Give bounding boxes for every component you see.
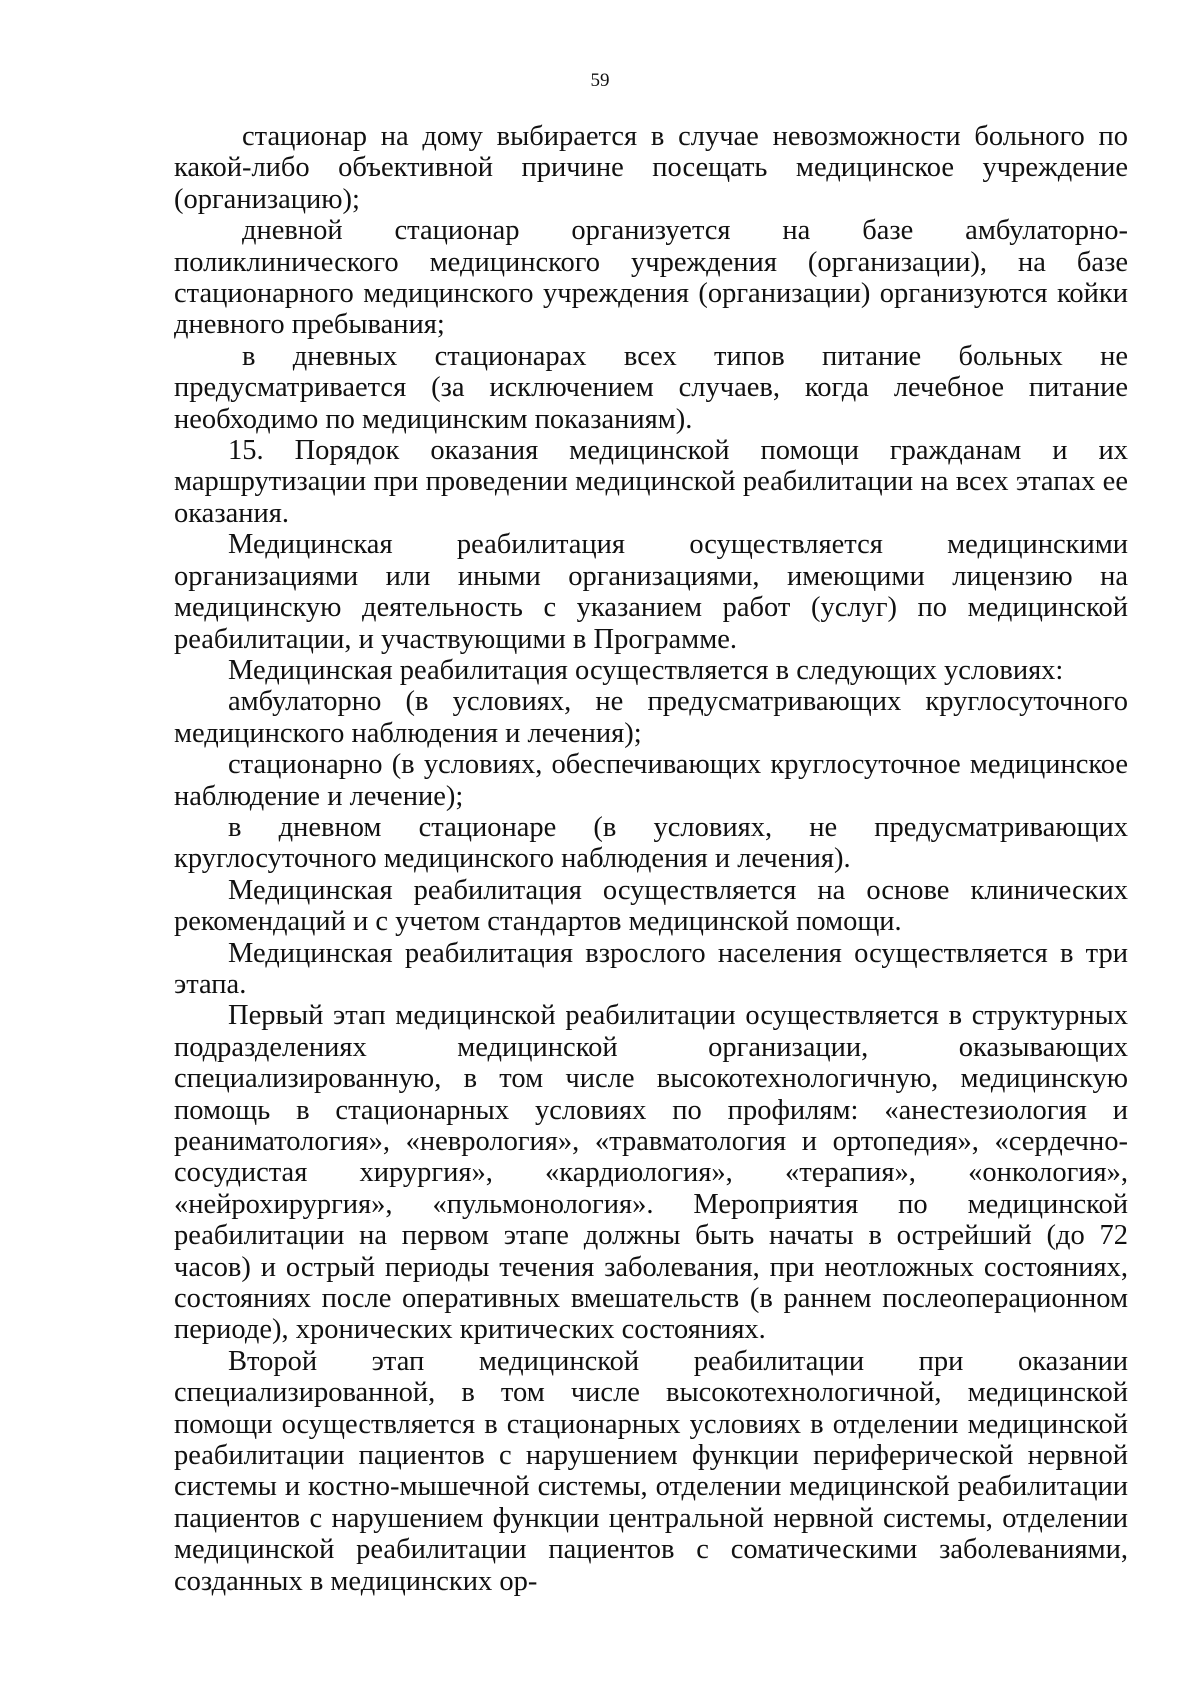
- page-number: 59: [590, 70, 610, 91]
- paragraph-rehab-conditions: Медицинская реабилитация осуществляется в следующих условиях:: [228, 654, 1064, 686]
- paragraph-clinical-recommendations: Медицинская реабилитация осуществляется на основе клинических рекомендаций и с учетом стандартов медицинской помощи.: [174, 874, 1128, 938]
- paragraph-day-hospital: в дневном стационаре (в условиях, не предусматривающих круглосуточного медицинского наблюдения и лечения).: [174, 811, 1128, 875]
- paragraph-section-15-heading: 15. Порядок оказания медицинской помощи гражданам и их маршрутизации при проведении медицинской реабилитации на всех этапах ее оказания.: [174, 435, 1128, 529]
- paragraph-second-stage: Второй этап медицинской реабилитации при оказании специализированной, в том числе высокотехнологичной, медицинской помощи осуществляется в стационарных условиях в отделении медицинской реабилитации пациентов с нарушением функции периферической нервной системы и костно-мышечной системы, отделении медицинской реабилитации пациентов с нарушением функции центральной нервной системы, отделении медицинской реабилитации пациентов с соматическими заболеваниями, созданных в медицинских ор-: [174, 1345, 1128, 1597]
- paragraph-first-stage: Первый этап медицинской реабилитации осуществляется в структурных подразделениях медицинской организации, оказывающих специализированную, в том числе высокотехнологичную, медицинскую помощь в стационарных условиях по профилям: «анестезиология и реаниматология», «неврология», «травматология и ортопедия», «сердечно-сосудистая хирургия», «кардиология», «терапия», «онкология», «нейрохирургия», «пульмонология». Мероприятия по медицинской реабилитации на первом этапе должны быть начаты в острейший (до 72 часов) и острый периоды течения заболевания, при неотложных состояниях, состояниях после оперативных вмешательств (в раннем послеоперационном периоде), хронических критических состояниях.: [174, 1000, 1128, 1346]
- paragraph-day-hospital-organization: дневной стационар организуется на базе амбулаторно-поликлинического медицинского учреждения (организации), на базе стационарного медицинского учреждения (организации) организуются койки дневного пребывания;: [174, 215, 1128, 341]
- paragraph-day-hospital-meals: в дневных стационарах всех типов питание больных не предусматривается (за исключением случаев, когда лечебное питание необходимо по медицинским показаниям).: [174, 340, 1128, 435]
- paragraph-outpatient: амбулаторно (в условиях, не предусматривающих круглосуточного медицинского наблюдения и лечения);: [174, 686, 1128, 749]
- paragraph-home-hospital: стационар на дому выбирается в случае невозможности больного по какой-либо объективной причине посещать медицинское учреждение (организацию);: [174, 121, 1128, 215]
- paragraph-three-stages: Медицинская реабилитация взрослого населения осуществляется в три этапа.: [174, 937, 1128, 1000]
- paragraph-rehab-organizations: Медицинская реабилитация осуществляется медицинскими организациями или иными организациями, имеющими лицензию на медицинскую деятельность с указанием работ (услуг) по медицинской реабилитации, и участвующими в Программе.: [174, 529, 1128, 655]
- document-body: [174, 121, 1128, 1597]
- paragraph-inpatient: стационарно (в условиях, обеспечивающих круглосуточное медицинское наблюдение и лечение);: [174, 749, 1128, 812]
